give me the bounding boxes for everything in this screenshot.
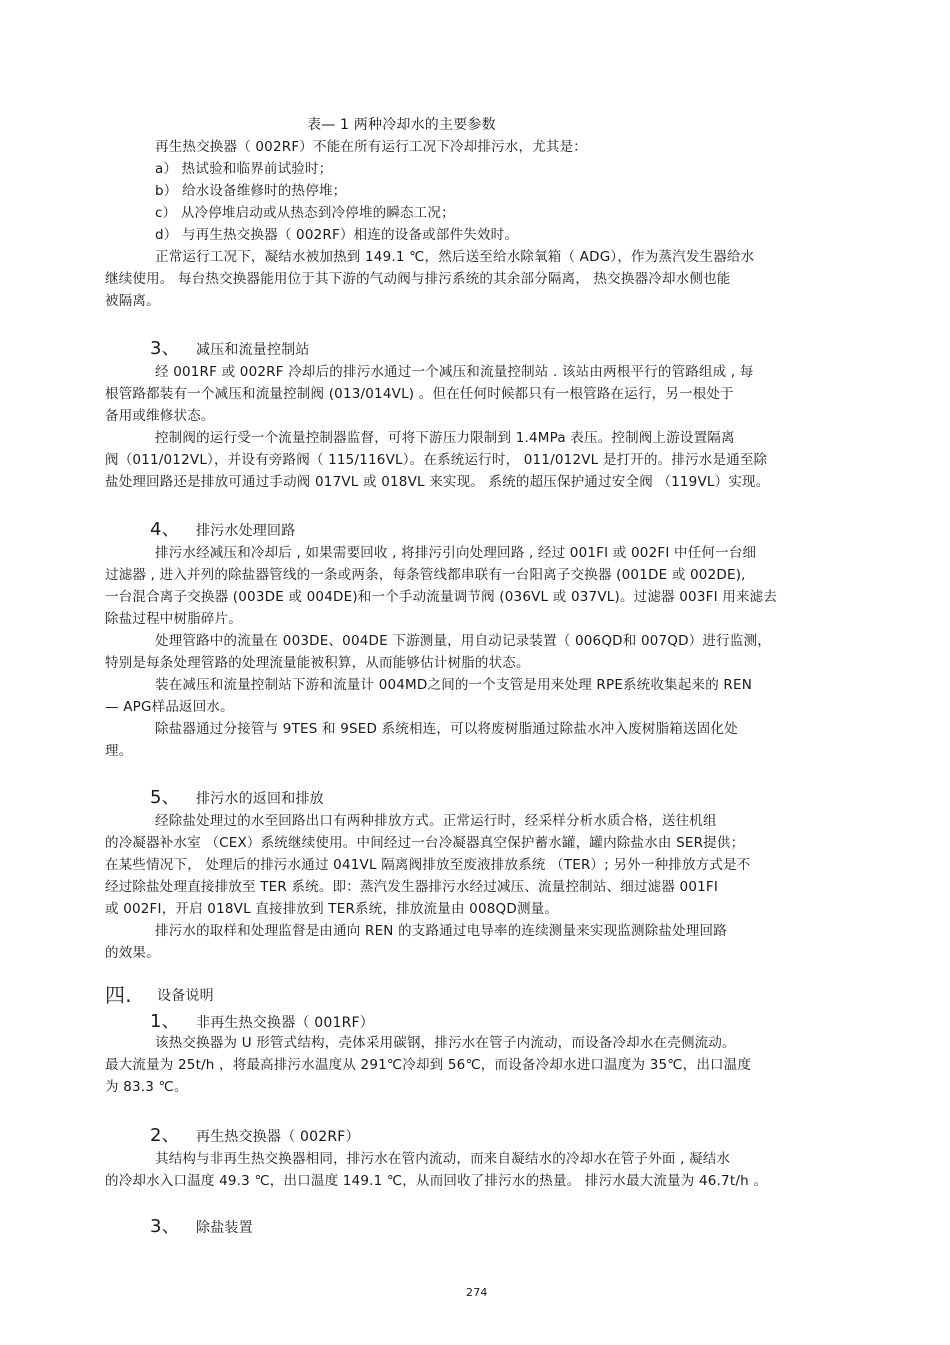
section-title: 排污水处理回路 <box>196 523 296 539</box>
section-number: 4、 <box>150 519 180 540</box>
paragraph-line: 被隔离。 <box>105 293 160 309</box>
section-number: 3、 <box>150 1216 180 1237</box>
paragraph-line: 排污水经减压和冷却后 , 如果需要回收 , 将排污引向处理回路 , 经过 001FI 或 002FI 中任何一台细 <box>155 545 757 561</box>
paragraph-line: 其结构与非再生热交换器相同，排污水在管内流动，而来自凝结水的冷却水在管子外面 , 凝结水 <box>155 1151 731 1167</box>
paragraph-line: 排污水的取样和处理监督是由通向 REN 的支路通过电导率的连续测量来实现监测除盐处理回路 <box>155 923 727 939</box>
paragraph-line: 的冷却水入口温度 49.3 ℃，出口温度 149.1 ℃，从而回收了排污水的热量。 排污水最大流量为 46.7t/h 。 <box>105 1173 768 1189</box>
paragraph-line: 阀（011/012VL），并设有旁路阀（ 115/116VL）。在系统运行时， 011/012VL 是打开的。排污水是通至除 <box>105 452 768 468</box>
paragraph-line: 的冷凝器补水室 （CEX）系统继续使用。中间经过一台冷凝器真空保护蓄水罐，罐内除盐水由 SER提供； <box>105 835 745 851</box>
paragraph-line: 经过除盐处理直接排放至 TER 系统。即：蒸汽发生器排污水经过减压、流量控制站、细过滤器 001FI <box>105 879 719 895</box>
section-number: 1、 <box>150 1011 180 1032</box>
paragraph-line: 备用或维修状态。 <box>105 408 215 424</box>
intro-line: 再生热交换器（ 002RF）不能在所有运行工况下冷却排污水，尤其是： <box>155 139 588 155</box>
paragraph-line: 盐处理回路还是排放可通过手动阀 017VL 或 018VL 来实现。 系统的超压保护通过安全阀 （119VL）实现。 <box>105 474 770 490</box>
table-caption: 表— 1 两种冷却水的主要参数 <box>307 117 496 133</box>
paragraph-line: 控制阀的运行受一个流量控制器监督，可将下游压力限制到 1.4MPa 表压。控制阀上游设置隔离 <box>155 430 735 446</box>
paragraph-line: 该热交换器为 U 形管式结构，壳体采用碳钢，排污水在管子内流动，而设备冷却水在壳侧流动。 <box>155 1035 736 1051</box>
paragraph-line: 在某些情况下， 处理后的排污水通过 041VL 隔离阀排放至废液排放系统 （TER）; 另外一种排放方式是不 <box>105 857 751 873</box>
section-title: 排污水的返回和排放 <box>196 791 324 807</box>
paragraph-line: 为 83.3 ℃。 <box>105 1079 188 1095</box>
paragraph-line: 根管路都装有一个减压和流量控制阀 (013/014VL) 。但在任何时候都只有一根管路在运行，另一根处于 <box>105 386 734 402</box>
section-title: 再生热交换器（ 002RF） <box>196 1129 360 1145</box>
paragraph-line: 经 001RF 或 002RF 冷却后的排污水通过一个减压和流量控制站 . 该站由两根平行的管路组成 , 每 <box>155 364 754 380</box>
section-title: 除盐装置 <box>196 1220 253 1236</box>
paragraph-line: 正常运行工况下，凝结水被加热到 149.1 ℃，然后送至给水除氧箱（ ADG），作为蒸汽发生器给水 <box>155 249 755 265</box>
paragraph-line: 特别是每条处理管路的处理流量能被积算，从而能够估计树脂的状态。 <box>105 655 530 671</box>
part-title: 设备说明 <box>157 988 214 1004</box>
paragraph-line: 继续使用。 每台热交换器能用位于其下游的气动阀与排污系统的其余部分隔离， 热交换器冷却水侧也能 <box>105 271 731 287</box>
paragraph-line: 理。 <box>105 743 133 759</box>
paragraph-line: 一台混合离子交换器 (003DE 或 004DE)和一个手动流量调节阀 (036VL 或 037VL)。过滤器 003FI 用来滤去 <box>105 589 778 605</box>
paragraph-line: 装在减压和流量控制站下游和流量计 004MD之间的一个支管是用来处理 RPE系统收集起来的 REN <box>155 677 753 693</box>
section-number: 2、 <box>150 1125 180 1146</box>
list-item-d: d） 与再生热交换器（ 002RF）相连的设备或部件失效时。 <box>155 227 519 243</box>
part-number: 四. <box>105 983 132 1007</box>
section-title: 非再生热交换器（ 001RF） <box>196 1015 374 1031</box>
paragraph-line: — APG样品返回水。 <box>105 699 234 715</box>
paragraph-line: 除盐器通过分接管与 9TES 和 9SED 系统相连，可以将废树脂通过除盐水冲入废树脂箱送固化处 <box>155 721 738 737</box>
list-item-a: a） 热试验和临界前试验时； <box>155 161 333 177</box>
paragraph-line: 经除盐处理过的水至回路出口有两种排放方式。正常运行时，经采样分析水质合格，送往机组 <box>155 813 717 829</box>
paragraph-line: 过滤器 , 进入并列的除盐器管线的一条或两条，每条管线都串联有一台阳离子交换器 (001DE 或 002DE), <box>105 567 746 583</box>
section-number: 5、 <box>150 787 180 808</box>
paragraph-line: 除盐过程中树脂碎片。 <box>105 611 242 627</box>
section-number: 3、 <box>150 338 180 359</box>
list-item-b: b） 给水设备维修时的热停堆； <box>155 183 347 199</box>
page-number: 274 <box>466 1286 488 1299</box>
section-title: 减压和流量控制站 <box>196 342 310 358</box>
paragraph-line: 或 002FI，开启 018VL 直接排放到 TER系统，排放流量由 008QD测量。 <box>105 901 559 917</box>
paragraph-line: 的效果。 <box>105 945 160 961</box>
paragraph-line: 最大流量为 25t/h ，将最高排污水温度从 291℃冷却到 56℃，而设备冷却水进口温度为 35℃，出口温度 <box>105 1057 752 1073</box>
list-item-c: c） 从冷停堆启动或从热态到冷停堆的瞬态工况； <box>155 205 455 221</box>
paragraph-line: 处理管路中的流量在 003DE、004DE 下游测量，用自动记录装置（ 006QD和 007QD）进行监测， <box>155 633 771 649</box>
